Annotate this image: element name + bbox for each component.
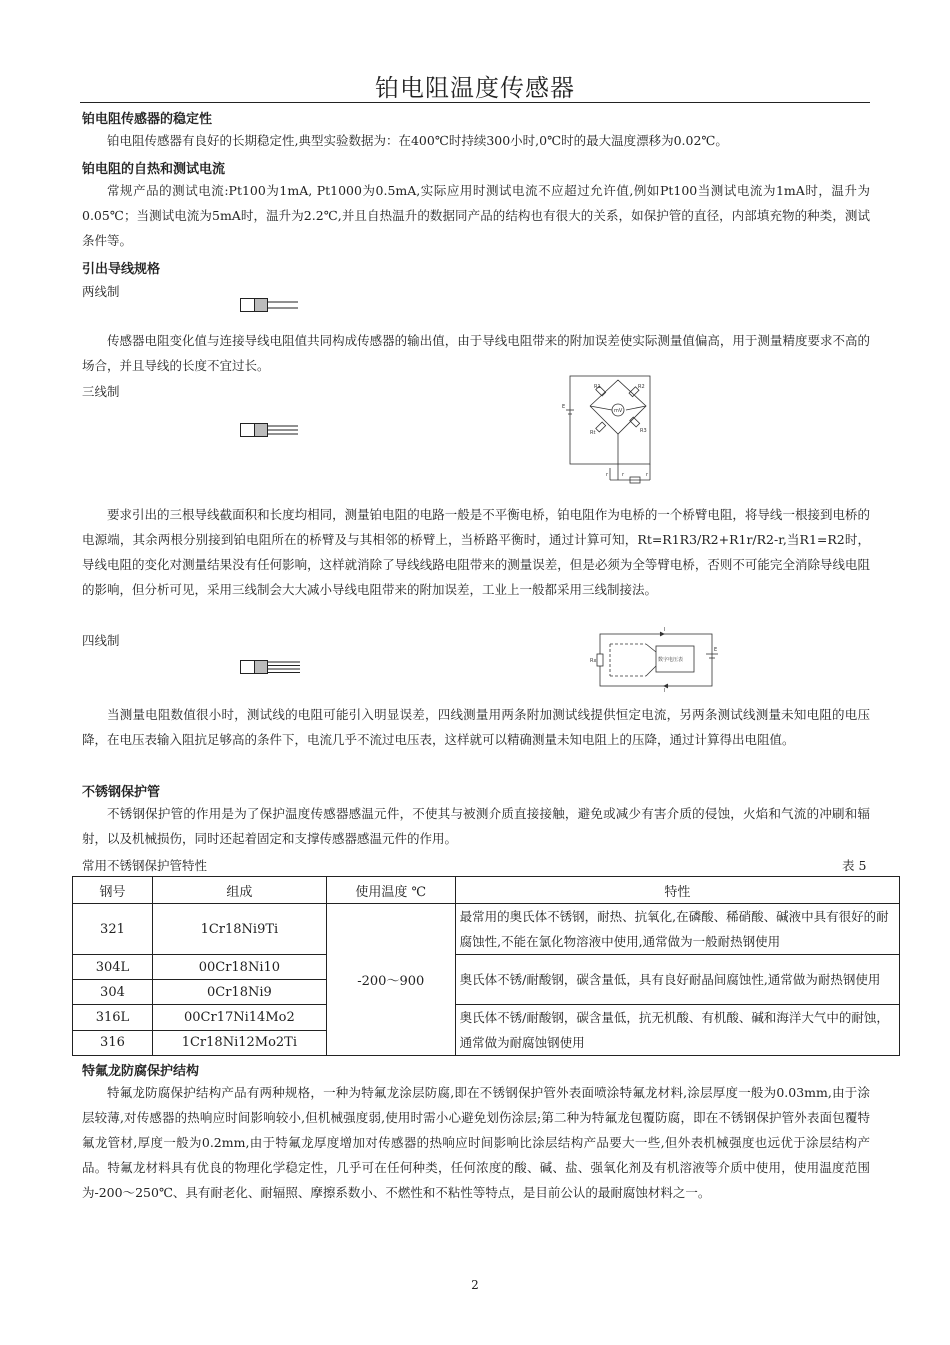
label-rt: Rt [590, 430, 596, 436]
header-features: 特性 [455, 877, 899, 904]
label-mv: mV [614, 408, 623, 414]
header-grade: 钢号 [73, 877, 153, 904]
label-three-wire: 三线制 [82, 384, 120, 399]
table-number: 表 5 [842, 858, 867, 873]
cell-grade: 304 [73, 980, 153, 1005]
heading-leads: 引出导线规格 [82, 262, 161, 277]
paragraph-stainless: 不锈钢保护管的作用是为了保护温度传感器感温元件，不使其与被测介质直接接触，避免或减少有害介质的侵蚀，火焰和气流的冲刷和辐射，以及机械损伤，同时还起着固定和支撑传感器感温元件的作用。 [82, 806, 870, 846]
paragraph-four-wire: 当测量电阻数值很小时，测试线的电阻可能引入明显误差，四线测量用两条附加测试线提供恒定电流，另两条测试线测量未知电阻的电压降，在电压表输入阻抗足够高的条件下，电流几乎不流过电压表，这样就可以精确测量未知电阻上的压降，通过计算得出电阻值。 [82, 707, 870, 747]
label-e: E [562, 404, 566, 410]
paragraph-three-wire: 要求引出的三根导线截面积和长度均相同，测量铂电阻的电路一般是不平衡电桥，铂电阻作为电桥的一个桥臂电阻，将导线一根接到电桥的电源端，其余两根分别接到铂电阻所在的桥臂及与其相邻的桥臂上，当桥路平衡时，通过计算可知，Rt=R1R3/R2+R1r/R2-r,当R1=R2时，导线电阻的变化对测量结果没有任何影响，这样就消除了导线线路电阻带来的测量误差，但是必须为全等臂电桥，否则不可能完全消除导线电阻的影响，但分析可见，采用三线制会大大减小导线电阻带来的附加误差，工业上一般都采用三线制接法。 [82, 507, 870, 597]
four-wire-circuit-diagram [590, 626, 720, 692]
label-two-wire: 两线制 [82, 284, 120, 299]
cell-grade: 304L [73, 955, 153, 980]
three-wire-sensor-icon [240, 423, 300, 439]
page-number: 2 [471, 1278, 479, 1292]
paragraph-two-wire: 传感器电阻变化值与连接导线电阻值共同构成传感器的输出值，由于导线电阻带来的附加误差使实际测量值偏高，用于测量精度要求不高的场合，并且导线的长度不宜过长。 [82, 333, 870, 373]
resistor-rt [596, 422, 606, 432]
label-i-top: I [664, 627, 666, 633]
label-meter: 数字电压表 [658, 657, 684, 663]
label-e4: E [714, 647, 718, 653]
table-header-row [73, 877, 900, 904]
paragraph-stability: 铂电阻传感器有良好的长期稳定性,典型实验数据为：在400℃时持续300小时,0℃时的最大温度漂移为0.02℃。 [107, 133, 728, 148]
cell-feature: 奥氏体不锈/耐酸钢，碳含量低，抗无机酸、有机酸、碱和海洋大气中的耐蚀，通常做为耐腐蚀钢使用 [455, 1005, 899, 1056]
header-composition: 组成 [152, 877, 326, 904]
four-wire-sensor-icon [240, 660, 302, 676]
table-row [73, 904, 900, 955]
table-row [73, 955, 900, 980]
cell-temperature: -200～900 [326, 904, 455, 1056]
cell-grade: 321 [73, 904, 153, 955]
cell-composition: 1Cr18Ni9Ti [152, 904, 326, 955]
paragraph-selfheat: 常规产品的测试电流:Pt100为1mA, Pt1000为0.5mA,实际应用时测试电流不应超过允许值,例如Pt100当测试电流为1mA时，温升为0.05℃；当测试电流为5mA时，温升为2.2℃,并且自热温升的数据同产品的结构也有很大的关系，如保护管的直径，内部填充物的种类，测试条件等。 [82, 183, 870, 248]
label-rx: Rx [590, 658, 597, 664]
title-rule [80, 102, 870, 103]
cell-feature: 奥氏体不锈/耐酸钢，碳含量低，具有良好耐晶间腐蚀性,通常做为耐热钢使用 [455, 955, 899, 1005]
two-wire-sensor-icon [240, 298, 300, 314]
label-r-mid: r [622, 472, 625, 478]
label-r3: R3 [640, 428, 647, 434]
cell-composition: 00Cr17Ni14Mo2 [152, 1005, 326, 1031]
cell-grade: 316L [73, 1005, 153, 1031]
cell-grade: 316 [73, 1030, 153, 1056]
label-four-wire: 四线制 [82, 633, 120, 648]
label-i-bottom: I [664, 688, 666, 694]
heading-stability: 铂电阻传感器的稳定性 [82, 112, 213, 127]
page-title: 铂电阻温度传感器 [375, 74, 575, 102]
label-r-left: r [606, 472, 609, 478]
header-temperature: 使用温度 ℃ [326, 877, 455, 904]
cell-composition: 1Cr18Ni12Mo2Ti [152, 1030, 326, 1056]
paragraph-teflon: 特氟龙防腐保护结构产品有两种规格，一种为特氟龙涂层防腐,即在不锈钢保护管外表面喷涂特氟龙材料,涂层厚度一般为0.03mm,由于涂层较薄,对传感器的热响应时间影响较小,但机械强度弱,使用时需小心避免划伤涂层;第二种为特氟龙包覆防腐，即在不锈钢保护管外表面包覆特氟龙管材,厚度一般为0.2mm,由于特氟龙厚度增加对传感器的热响应时间影响比涂层结构产品要大一些,但外表机械强度也远优于涂层结构产品。特氟龙材料具有优良的物理化学稳定性，几乎可在任何种类，任何浓度的酸、碱、盐、强氧化剂及有机溶液等介质中使用，使用温度范围为-200～250℃、具有耐老化、耐辐照、摩擦系数小、不燃性和不粘性等特点，是目前公认的最耐腐蚀材料之一。 [82, 1085, 870, 1200]
heading-stainless: 不锈钢保护管 [82, 785, 161, 800]
table-caption: 常用不锈钢保护管特性 [82, 858, 208, 873]
cell-composition: 00Cr18Ni10 [152, 955, 326, 980]
table-row [73, 1005, 900, 1031]
label-r1: R1 [594, 384, 601, 390]
heading-teflon: 特氟龙防腐保护结构 [82, 1064, 200, 1079]
resistor-rx [597, 654, 603, 666]
label-r-right: r [646, 472, 649, 478]
resistor-r3 [630, 417, 640, 427]
cell-feature: 最常用的奥氏体不锈钢，耐热、抗氧化,在磷酸、稀硝酸、碱液中具有很好的耐腐蚀性,不能在氯化物溶液中使用,通常做为一般耐热钢使用 [455, 904, 899, 955]
heading-selfheat: 铂电阻的自热和测试电流 [82, 162, 226, 177]
label-r2: R2 [638, 384, 645, 390]
cell-composition: 0Cr18Ni9 [152, 980, 326, 1005]
stainless-table [72, 876, 900, 1056]
three-wire-bridge-diagram [560, 372, 660, 484]
